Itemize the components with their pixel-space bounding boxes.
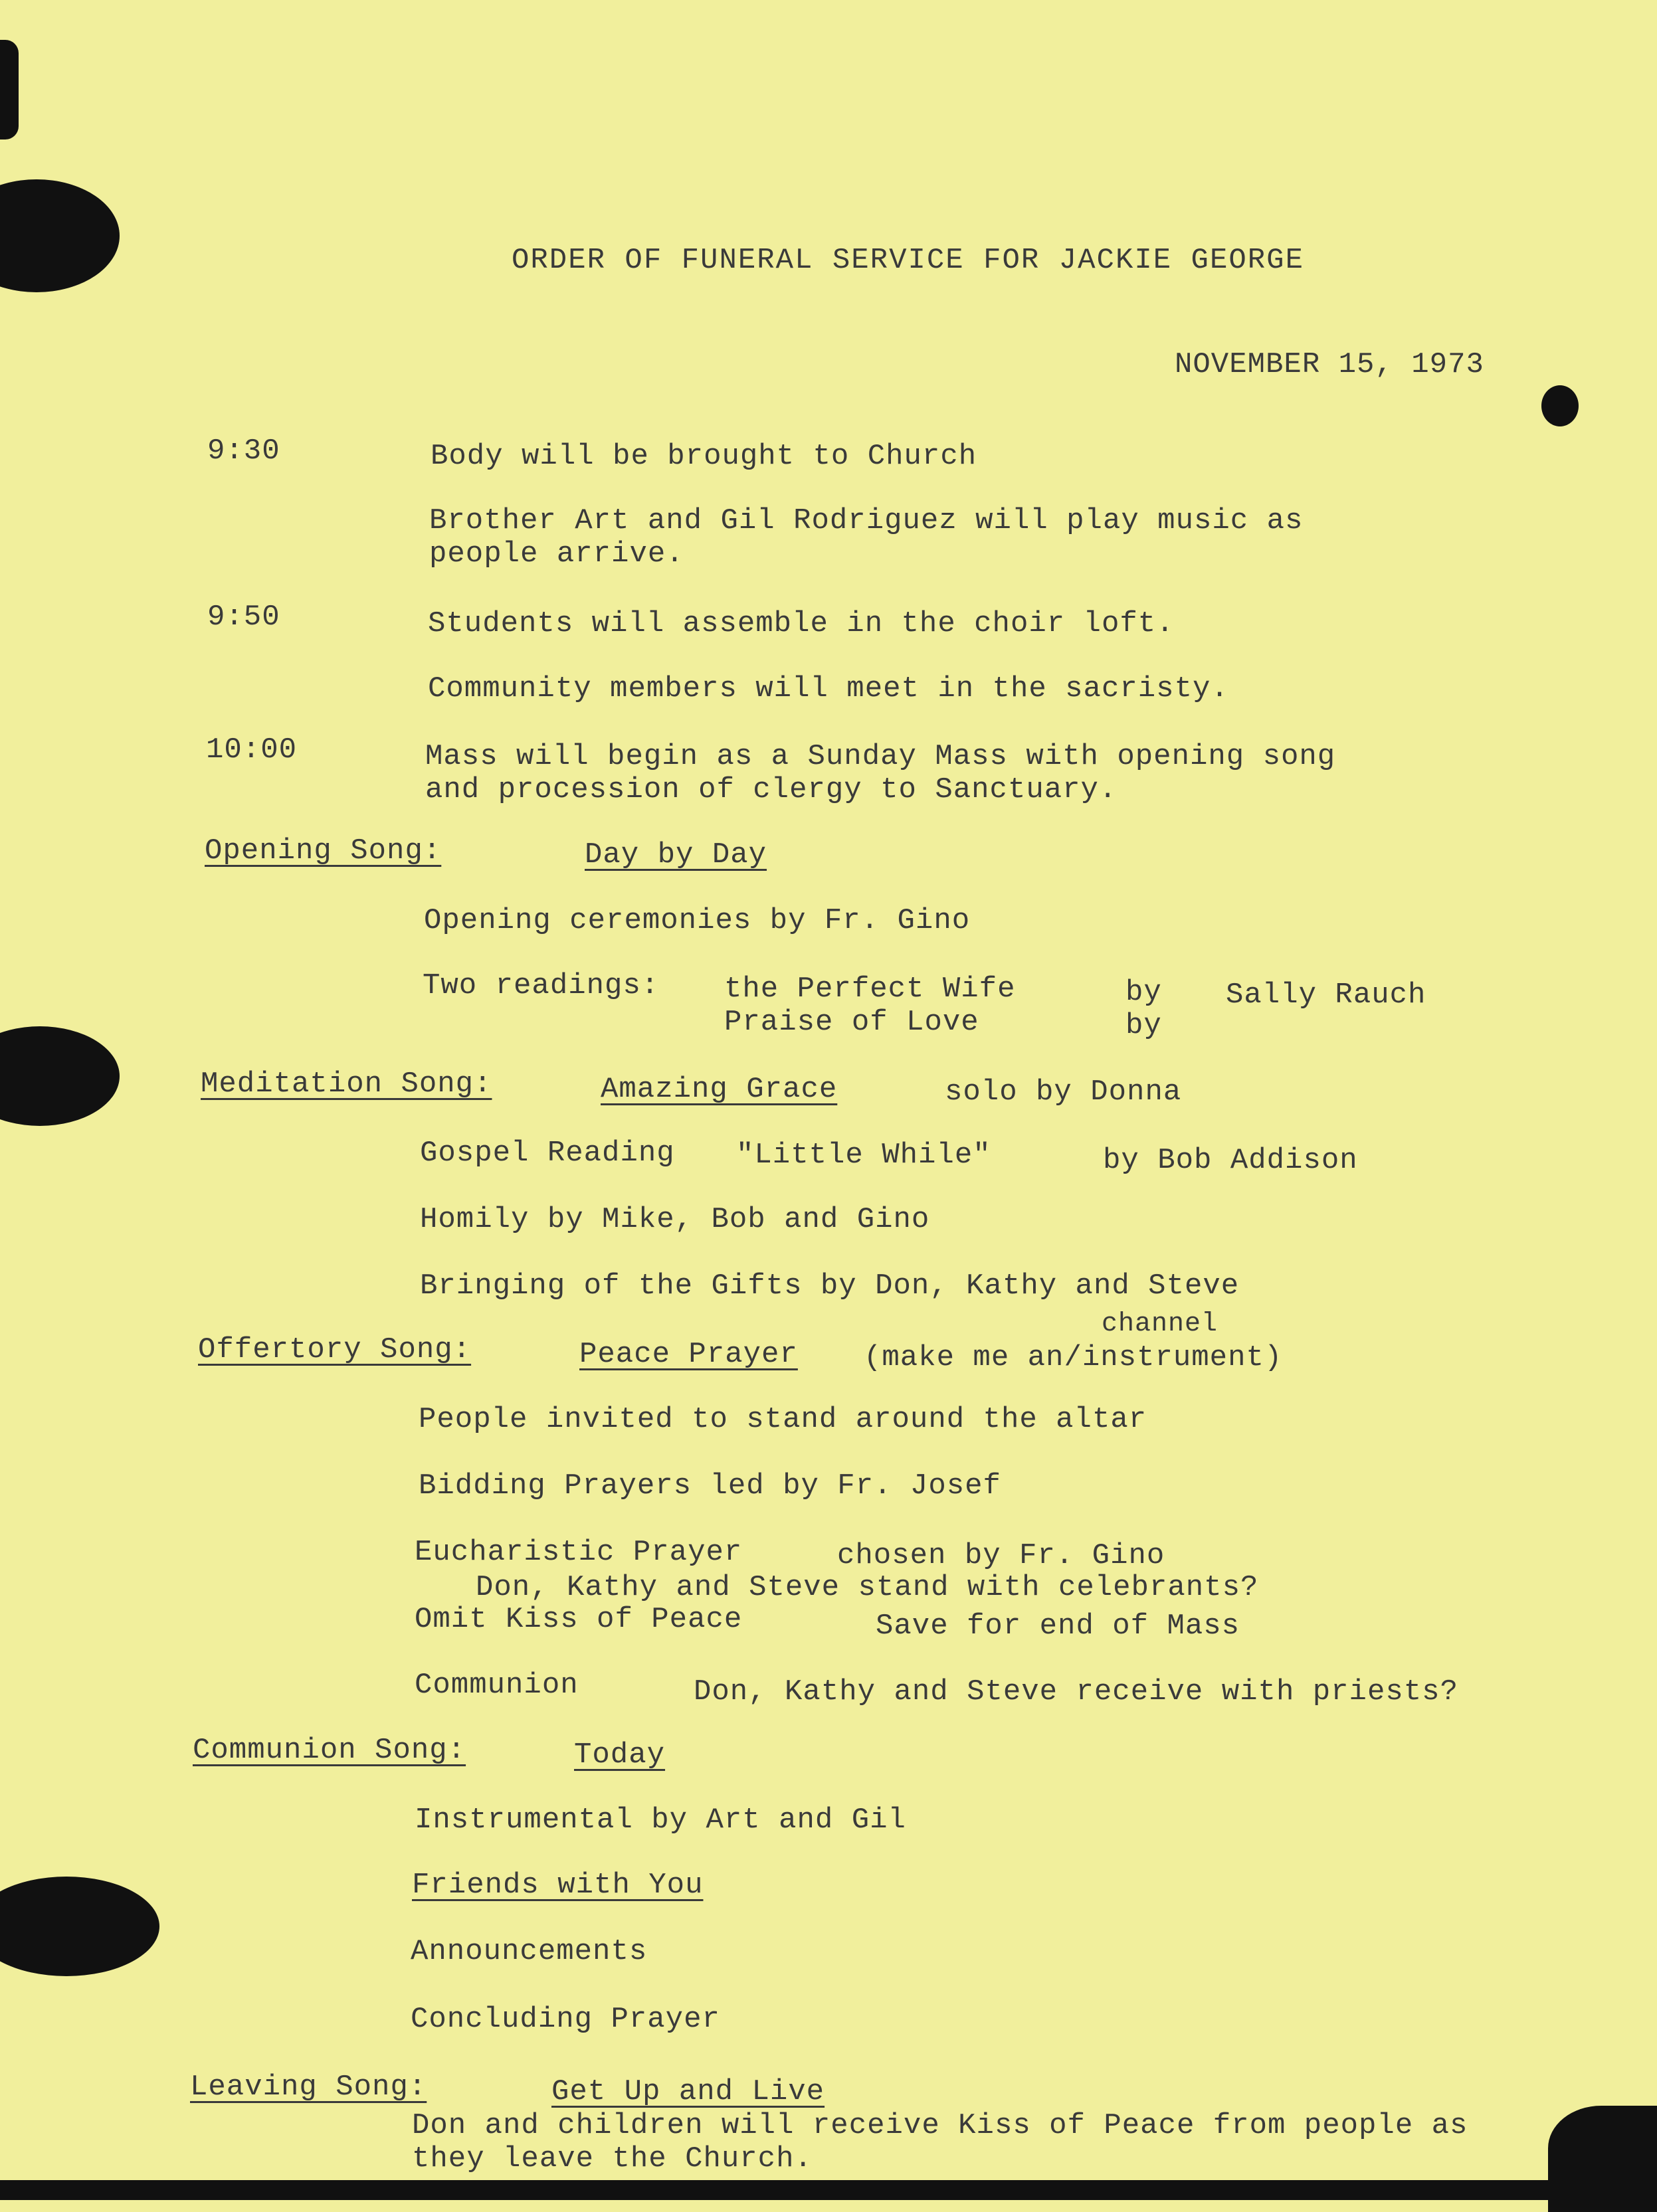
friends-with-you: Friends with You xyxy=(412,1869,704,1902)
service-date: NOVEMBER 15, 1973 xyxy=(1175,348,1484,381)
offertory-song-label: Offertory Song: xyxy=(198,1333,472,1366)
meditation-song-title: Amazing Grace xyxy=(601,1073,838,1106)
save-for-end: Save for end of Mass xyxy=(876,1610,1240,1643)
gospel-title: "Little While" xyxy=(736,1139,991,1172)
schedule-community: Community members will meet in the sacristy. xyxy=(428,672,1229,705)
schedule-music-line1: Brother Art and Gil Rodriguez will play music as xyxy=(429,504,1304,537)
leaving-song-label: Leaving Song: xyxy=(190,2071,427,2104)
readings-label: Two readings: xyxy=(423,969,660,1002)
schedule-students: Students will assemble in the choir loft. xyxy=(428,607,1175,640)
communion-note: Don, Kathy and Steve receive with priests? xyxy=(694,1675,1458,1708)
omit-kiss-of-peace: Omit Kiss of Peace xyxy=(415,1603,743,1636)
time-1000: 10:00 xyxy=(206,733,298,767)
reading-two-title: Praise of Love xyxy=(724,1006,979,1039)
leaving-line1: Don and children will receive Kiss of Peace from people as xyxy=(412,2109,1468,2142)
eucharistic-note: chosen by Fr. Gino xyxy=(837,1539,1165,1572)
homily: Homily by Mike, Bob and Gino xyxy=(420,1203,930,1236)
offertory-song-title: Peace Prayer xyxy=(579,1338,798,1371)
reading-two-by: by xyxy=(1125,1009,1162,1042)
gospel-label: Gospel Reading xyxy=(420,1137,675,1170)
time-950: 9:50 xyxy=(207,600,280,634)
communion-song-label: Communion Song: xyxy=(193,1734,466,1767)
punch-hole-bottom xyxy=(0,1877,159,1976)
schedule-mass-line2: and procession of clergy to Sanctuary. xyxy=(425,773,1118,806)
opening-song-label: Opening Song: xyxy=(205,834,442,868)
bringing-gifts: Bringing of the Gifts by Don, Kathy and Steve xyxy=(420,1269,1240,1303)
concluding-prayer: Concluding Prayer xyxy=(411,2003,720,2036)
eucharistic-celebrants: Don, Kathy and Steve stand with celebrants? xyxy=(476,1571,1259,1604)
leaving-song-title: Get Up and Live xyxy=(551,2075,825,2108)
torn-corner-bottom-right xyxy=(1548,2106,1657,2212)
eucharistic-label: Eucharistic Prayer xyxy=(415,1536,743,1569)
offertory-insert-word: channel xyxy=(1102,1309,1218,1339)
ink-blot-right xyxy=(1541,385,1579,426)
offertory-song-note: (make me an/instrument) xyxy=(864,1341,1283,1374)
communion-song-title: Today xyxy=(574,1738,666,1772)
instrumental: Instrumental by Art and Gil xyxy=(415,1803,906,1837)
people-altar: People invited to stand around the altar xyxy=(419,1403,1147,1436)
communion-label: Communion xyxy=(415,1669,579,1702)
punch-hole-middle xyxy=(0,1026,120,1126)
reading-one-by: by xyxy=(1125,976,1162,1009)
schedule-music-line2: people arrive. xyxy=(429,537,684,571)
leaving-line2: they leave the Church. xyxy=(412,2142,813,2175)
bidding-prayers: Bidding Prayers led by Fr. Josef xyxy=(419,1469,1001,1503)
schedule-body-brought: Body will be brought to Church xyxy=(431,440,977,473)
meditation-song-label: Meditation Song: xyxy=(201,1067,492,1101)
gospel-reader: by Bob Addison xyxy=(1103,1144,1358,1177)
torn-edge-top-left xyxy=(0,40,19,139)
page-title: ORDER OF FUNERAL SERVICE FOR JACKIE GEORGE xyxy=(512,244,1304,277)
announcements: Announcements xyxy=(411,1935,648,1968)
meditation-song-note: solo by Donna xyxy=(945,1075,1182,1109)
punch-hole-top xyxy=(0,179,120,292)
schedule-mass-line1: Mass will begin as a Sunday Mass with opening song xyxy=(425,740,1336,773)
opening-song-title: Day by Day xyxy=(585,838,767,872)
opening-ceremonies: Opening ceremonies by Fr. Gino xyxy=(424,904,971,937)
reading-one-title: the Perfect Wife xyxy=(724,972,1016,1006)
time-930: 9:30 xyxy=(207,434,280,468)
reading-one-reader: Sally Rauch xyxy=(1226,978,1426,1012)
bottom-shadow-edge xyxy=(0,2180,1657,2200)
